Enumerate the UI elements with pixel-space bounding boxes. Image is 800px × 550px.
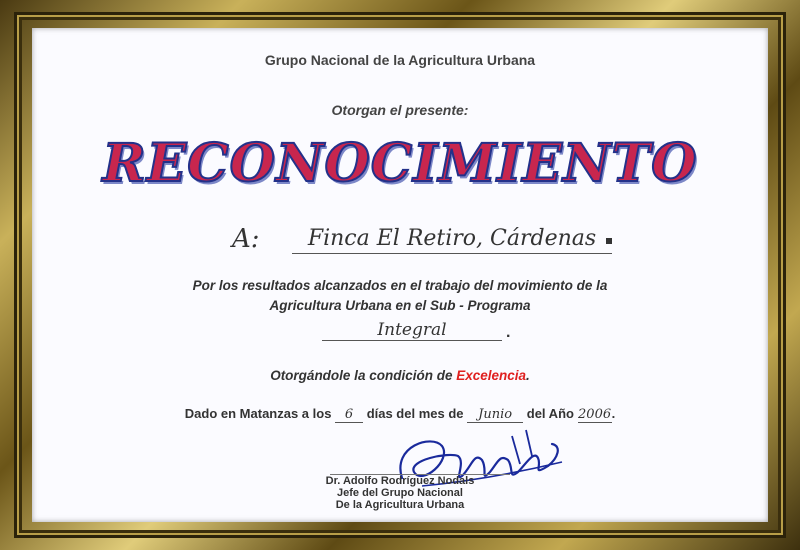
signer-title-1: Jefe del Grupo Nacional	[337, 487, 463, 499]
signer-title-2: De la Agricultura Urbana	[335, 499, 465, 511]
condition-value: Excelencia	[456, 368, 527, 383]
body-line-2: Agricultura Urbana en el Sub - Programa	[269, 298, 531, 313]
date-month: Junio	[467, 407, 523, 423]
condition-line	[32, 368, 768, 383]
subprogram-period: .	[506, 324, 511, 341]
recipient-end-mark	[606, 238, 612, 244]
date-year: 2006	[578, 407, 612, 422]
recipient-prefix: A:	[232, 224, 260, 254]
otorgan-line: Otorgan el presente:	[331, 102, 469, 118]
date-day: 6	[335, 407, 363, 423]
certificate-title: RECONOCIMIENTO	[102, 133, 698, 194]
organization-heading: Grupo Nacional de la Agricultura Urbana	[264, 52, 536, 68]
date-year-label: del Año	[526, 406, 574, 421]
recipient-row	[232, 224, 652, 264]
condition-prefix: Otorgándole la condición de	[270, 368, 453, 383]
date-mid: días del mes de	[366, 406, 464, 421]
body-text	[32, 276, 768, 316]
signer-block	[32, 475, 768, 511]
date-end: .	[611, 406, 616, 421]
condition-suffix: .	[526, 368, 530, 383]
signer-name: Dr. Adolfo Rodríguez Nodals	[325, 475, 475, 487]
recipient-name: Finca El Retiro, Cárdenas	[292, 226, 612, 254]
body-line-1: Por los resultados alcanzados en el trabajo del movimiento de la	[192, 278, 608, 293]
certificate-paper	[32, 28, 768, 522]
date-prefix: Dado en Matanzas a los	[184, 406, 332, 421]
subprogram-value: Integral	[322, 320, 502, 341]
